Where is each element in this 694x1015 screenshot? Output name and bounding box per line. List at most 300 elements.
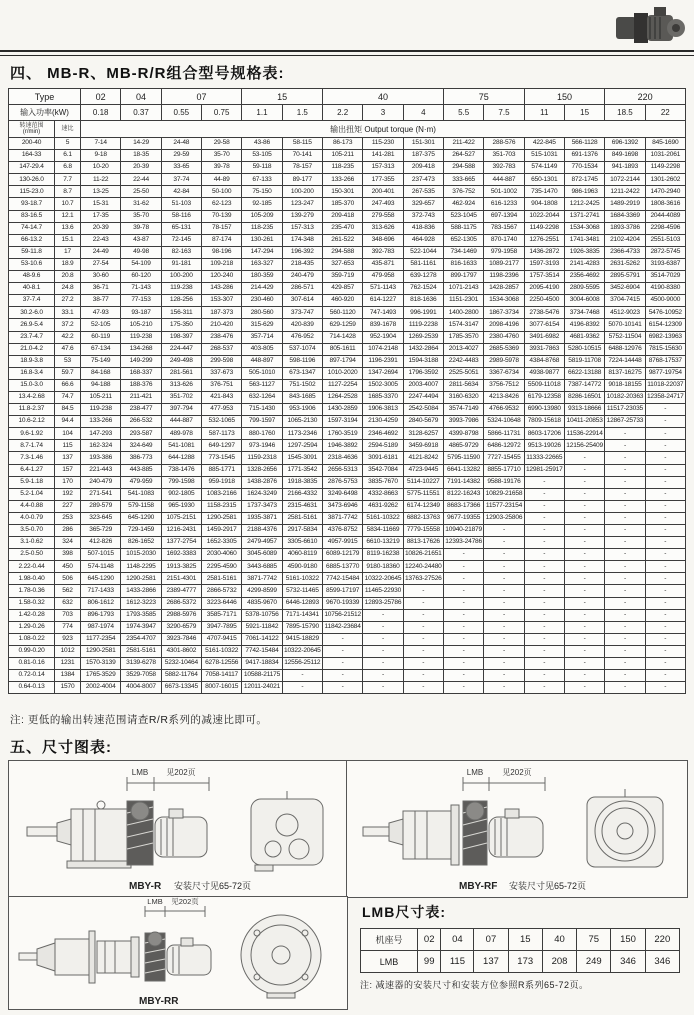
torque-cell: 6179-12358 — [524, 391, 564, 403]
spec-row — [9, 597, 686, 609]
torque-cell: 3923-7846 — [161, 633, 201, 645]
ratio-cell: 33.1 — [55, 307, 81, 319]
type-group-cell: 75 — [443, 89, 524, 105]
spec-row — [9, 440, 686, 452]
torque-cell: - — [564, 561, 604, 573]
torque-cell: 130-261 — [242, 234, 282, 246]
diagram-caption-text: 安装尺寸见65-72页 — [509, 881, 587, 891]
torque-cell: 357-714 — [242, 331, 282, 343]
torque-cell: 9-18 — [81, 150, 121, 162]
torque-cell: 773-1545 — [202, 452, 242, 464]
power-value-cell: 0.18 — [81, 105, 121, 121]
torque-cell: 118-235 — [322, 162, 362, 174]
spec-row — [9, 464, 686, 476]
torque-cell: 7061-14122 — [242, 633, 282, 645]
torque-cell: 1177-2354 — [81, 633, 121, 645]
torque-cell: 200-401 — [363, 186, 403, 198]
torque-cell: 105-209 — [242, 210, 282, 222]
lmb-size-cell: 150 — [611, 929, 645, 951]
torque-cell: 150-301 — [322, 186, 362, 198]
torque-cell: 3871-7742 — [322, 512, 362, 524]
torque-cell: 30-60 — [81, 271, 121, 283]
power-value-cell: 0.55 — [161, 105, 201, 121]
torque-cell: - — [443, 585, 483, 597]
torque-cell: 1328-2656 — [242, 464, 282, 476]
torque-cell: - — [484, 682, 524, 694]
torque-cell: 264-527 — [443, 150, 483, 162]
torque-cell: - — [524, 585, 564, 597]
ratio-cell: 398 — [55, 549, 81, 561]
torque-cell: 4332-8663 — [363, 488, 403, 500]
torque-cell: 1159-2318 — [242, 452, 282, 464]
torque-cell: 574-1148 — [81, 561, 121, 573]
torque-cell: 238-477 — [121, 404, 161, 416]
torque-cell: 973-1946 — [242, 440, 282, 452]
torque-cell: 839-1678 — [363, 319, 403, 331]
type-group-cell: 02 — [81, 89, 121, 105]
torque-cell: 12981-25917 — [524, 464, 564, 476]
torque-cell: 198-397 — [161, 331, 201, 343]
speed-cell: 83-16.5 — [9, 210, 55, 222]
torque-cell: 87-174 — [202, 234, 242, 246]
power-value-cell: 0.37 — [121, 105, 161, 121]
torque-cell: 3871-7742 — [242, 573, 282, 585]
power-label-cell: 输入功率(kW) — [9, 105, 81, 121]
lmb-header-row — [361, 929, 680, 951]
spec-row — [9, 416, 686, 428]
torque-cell: 444-887 — [484, 174, 524, 186]
lmb-value-cell: 346 — [645, 951, 679, 973]
torque-cell: 224-447 — [161, 343, 201, 355]
speed-cell: 115-23.0 — [9, 186, 55, 198]
torque-cell: 237-473 — [403, 174, 443, 186]
ratio-cell: 42.2 — [55, 331, 81, 343]
torque-cell: 460-920 — [322, 295, 362, 307]
torque-cell: 444-887 — [161, 416, 201, 428]
torque-cell: 1502-3005 — [363, 379, 403, 391]
torque-cell: 3091-6181 — [363, 452, 403, 464]
torque-cell: 1083-2166 — [202, 488, 242, 500]
dim-lmb-label: LMB — [147, 897, 163, 906]
torque-cell: - — [363, 645, 403, 657]
torque-cell: 696-1392 — [605, 138, 645, 150]
ratio-cell: 703 — [55, 609, 81, 621]
ratio-cell: 450 — [55, 561, 81, 573]
torque-cell: 5752-11504 — [605, 331, 645, 343]
spec-row — [9, 283, 686, 295]
torque-cell: 143-286 — [202, 283, 242, 295]
torque-cell: 1031-2061 — [645, 150, 685, 162]
torque-cell: 42-84 — [161, 186, 201, 198]
torque-cell: 715-1430 — [242, 404, 282, 416]
torque-cell: 187-373 — [202, 307, 242, 319]
torque-cell: 1935-3871 — [242, 512, 282, 524]
torque-cell: - — [645, 525, 685, 537]
torque-cell: 4590-9180 — [282, 561, 322, 573]
torque-cell: 714-1428 — [322, 331, 362, 343]
speed-cell: 6.4-1.27 — [9, 464, 55, 476]
spec-row — [9, 391, 686, 403]
lmb-frame-label: 机座号 — [361, 929, 418, 951]
torque-cell: 209-418 — [403, 162, 443, 174]
speed-cell: 59-11.8 — [9, 246, 55, 258]
torque-cell: - — [524, 512, 564, 524]
torque-cell: 279-558 — [363, 210, 403, 222]
torque-cell: 4500-9000 — [645, 295, 685, 307]
torque-cell: 4399-8798 — [443, 428, 483, 440]
torque-cell: 12240-24480 — [403, 561, 443, 573]
torque-cell: 421-843 — [202, 391, 242, 403]
ratio-cell: 7.7 — [55, 174, 81, 186]
torque-cell: 214-429 — [242, 283, 282, 295]
torque-cell: 3947-7895 — [202, 621, 242, 633]
torque-cell: 180-359 — [242, 271, 282, 283]
torque-cell: 2298-4596 — [645, 222, 685, 234]
torque-cell: 1793-3585 — [121, 609, 161, 621]
torque-cell: 6990-13980 — [524, 404, 564, 416]
torque-cell: 9677-19355 — [443, 512, 483, 524]
torque-cell: - — [645, 609, 685, 621]
torque-cell: - — [564, 645, 604, 657]
lmb-note: 注: 减速器的安装尺寸和安装方位参照R系列65-72页。 — [360, 980, 589, 990]
torque-cell: 3160-6320 — [443, 391, 483, 403]
torque-cell: 115-230 — [363, 138, 403, 150]
torque-cell: 965-1930 — [161, 500, 201, 512]
torque-cell: - — [645, 645, 685, 657]
torque-cell: 3139-6278 — [121, 658, 161, 670]
torque-cell: 6446-12893 — [282, 597, 322, 609]
torque-cell: 307-614 — [282, 295, 322, 307]
torque-cell: 959-1918 — [202, 476, 242, 488]
torque-cell: - — [564, 452, 604, 464]
torque-cell: 2840-5679 — [403, 416, 443, 428]
torque-cell: 7742-15484 — [322, 573, 362, 585]
power-value-cell: 1.5 — [282, 105, 322, 121]
torque-cell: 11577-23154 — [484, 500, 524, 512]
speed-cell: 3.1-0.62 — [9, 537, 55, 549]
ratio-cell: 324 — [55, 537, 81, 549]
torque-cell: 691-1376 — [564, 150, 604, 162]
torque-cell: 7171-14341 — [282, 609, 322, 621]
torque-cell: 100-200 — [161, 271, 201, 283]
torque-cell: 986-1963 — [564, 186, 604, 198]
torque-cell: 174-348 — [282, 234, 322, 246]
torque-cell: 12893-25786 — [363, 597, 403, 609]
torque-cell: 3704-7415 — [605, 295, 645, 307]
torque-cell: 8599-17197 — [322, 585, 362, 597]
torque-cell: 6982-13963 — [645, 331, 685, 343]
speed-cell: 0.81-0.16 — [9, 658, 55, 670]
torque-cell: 60-120 — [121, 271, 161, 283]
ratio-cell: 12.1 — [55, 210, 81, 222]
torque-cell: - — [605, 585, 645, 597]
torque-cell: 5378-10756 — [242, 609, 282, 621]
torque-cell: 2380-4760 — [484, 331, 524, 343]
torque-cell: - — [564, 658, 604, 670]
torque-cell: 22-44 — [121, 174, 161, 186]
torque-cell: 751-1502 — [282, 379, 322, 391]
torque-cell: 8007-16015 — [202, 682, 242, 694]
torque-cell: 3585-7171 — [202, 609, 242, 621]
speed-cell: 5.2-1.04 — [9, 488, 55, 500]
torque-cell: 897-1794 — [322, 355, 362, 367]
diagram-caption-text: 安装尺寸见65-72页 — [174, 881, 252, 891]
spec-row — [9, 319, 686, 331]
section5-title: 五、尺寸图表: — [10, 739, 112, 756]
torque-cell: 1127-2254 — [322, 379, 362, 391]
torque-cell: - — [605, 428, 645, 440]
torque-cell: 351-702 — [161, 391, 201, 403]
torque-cell: - — [645, 476, 685, 488]
torque-cell: 899-1797 — [443, 271, 483, 283]
torque-cell: 210-420 — [202, 319, 242, 331]
torque-cell: 2479-4957 — [242, 537, 282, 549]
torque-cell: - — [645, 404, 685, 416]
power-value-cell: 5.5 — [443, 105, 483, 121]
ratio-cell: 84.5 — [55, 404, 81, 416]
torque-cell: 281-561 — [161, 367, 201, 379]
ratio-cell: 774 — [55, 621, 81, 633]
torque-cell: 351-703 — [484, 150, 524, 162]
torque-cell: 105-210 — [121, 319, 161, 331]
torque-cell: 3249-6498 — [322, 488, 362, 500]
spec-row — [9, 271, 686, 283]
torque-cell: 1757-3514 — [524, 271, 564, 283]
torque-cell: 1301-2602 — [645, 174, 685, 186]
torque-cell: 1196-2391 — [363, 355, 403, 367]
ratio-cell: 10.7 — [55, 198, 81, 210]
torque-header-row — [9, 121, 686, 138]
torque-cell: 8603-17206 — [524, 428, 564, 440]
torque-cell: 639-1278 — [403, 271, 443, 283]
torque-cell: 4631-9262 — [363, 500, 403, 512]
torque-cell: 4301-8602 — [161, 645, 201, 657]
torque-cell: - — [645, 416, 685, 428]
torque-cell: 5232-10464 — [161, 658, 201, 670]
torque-cell: - — [524, 609, 564, 621]
torque-cell: 560-1120 — [322, 307, 362, 319]
lmb-size-cell: 15 — [508, 929, 542, 951]
torque-cell: 9877-19754 — [645, 367, 685, 379]
ratio-cell: 192 — [55, 488, 81, 500]
spec-row — [9, 682, 686, 694]
spec-row — [9, 307, 686, 319]
spec-row — [9, 404, 686, 416]
torque-cell: - — [645, 670, 685, 682]
torque-cell: 532-1065 — [202, 416, 242, 428]
torque-cell: - — [484, 573, 524, 585]
torque-cell: 221-443 — [81, 464, 121, 476]
torque-cell: 4681-9362 — [564, 331, 604, 343]
torque-cell: 1347-2694 — [363, 367, 403, 379]
torque-cell: - — [484, 561, 524, 573]
type-group-cell: 220 — [605, 89, 686, 105]
torque-cell: 139-279 — [282, 210, 322, 222]
torque-cell: 644-1288 — [161, 452, 201, 464]
torque-cell: 7191-14382 — [443, 476, 483, 488]
speed-cell: 0.72-0.14 — [9, 670, 55, 682]
torque-cell: 816-1633 — [443, 258, 483, 270]
torque-cell: - — [605, 633, 645, 645]
torque-cell: 7224-14448 — [605, 355, 645, 367]
torque-cell: 1918-3835 — [282, 476, 322, 488]
torque-cell: 826-1652 — [121, 537, 161, 549]
torque-cell: - — [605, 476, 645, 488]
torque-cell: 294-588 — [322, 246, 362, 258]
torque-cell: 1974-3947 — [121, 621, 161, 633]
torque-cell: 78-157 — [202, 222, 242, 234]
type-group-cell: 04 — [121, 89, 161, 105]
speed-cell: 1.78-0.36 — [9, 585, 55, 597]
torque-cell: 70-141 — [282, 150, 322, 162]
torque-cell: 729-1459 — [121, 525, 161, 537]
ratio-cell: 115 — [55, 440, 81, 452]
torque-cell: 5476-10952 — [645, 307, 685, 319]
torque-cell: 3443-6885 — [242, 561, 282, 573]
torque-cell: 153-307 — [202, 295, 242, 307]
torque-cell: - — [484, 525, 524, 537]
torque-cell: 134-268 — [121, 343, 161, 355]
torque-cell: 147-293 — [81, 428, 121, 440]
spec-row — [9, 343, 686, 355]
dim-page-label: 见202页 — [502, 768, 532, 777]
torque-cell: 1290-2581 — [202, 512, 242, 524]
speed-cell: 93-18.7 — [9, 198, 55, 210]
torque-cell: 2002-4004 — [81, 682, 121, 694]
ratio-cell: 104 — [55, 428, 81, 440]
torque-cell: - — [322, 658, 362, 670]
torque-cell: 337-673 — [202, 367, 242, 379]
diagram-caption-model: MBY-R — [129, 881, 162, 892]
torque-cell: 27-54 — [81, 258, 121, 270]
torque-cell: 435-871 — [363, 258, 403, 270]
torque-cell: 119-238 — [81, 404, 121, 416]
torque-cell: 522-1044 — [403, 246, 443, 258]
torque-cell: - — [645, 573, 685, 585]
torque-cell: 6154-12309 — [645, 319, 685, 331]
torque-cell: 119-238 — [121, 331, 161, 343]
torque-cell: - — [524, 658, 564, 670]
torque-cell: 5921-11842 — [242, 621, 282, 633]
torque-cell: 22-43 — [81, 234, 121, 246]
speed-cell: 0.64-0.13 — [9, 682, 55, 694]
torque-cell: 571-1143 — [363, 283, 403, 295]
torque-cell: 11333-22665 — [524, 452, 564, 464]
speed-cell: 8.7-1.74 — [9, 440, 55, 452]
torque-cell: - — [403, 633, 443, 645]
torque-cell: - — [605, 512, 645, 524]
torque-cell: - — [403, 609, 443, 621]
torque-cell: 31-62 — [121, 198, 161, 210]
torque-cell: 799-1598 — [161, 476, 201, 488]
torque-cell: 324-649 — [121, 440, 161, 452]
dimension-diagrams — [8, 760, 686, 1008]
torque-cell: - — [645, 549, 685, 561]
torque-cell: - — [484, 621, 524, 633]
ratio-cell: 227 — [55, 500, 81, 512]
torque-cell: 2917-5834 — [282, 525, 322, 537]
torque-cell: - — [564, 464, 604, 476]
torque-cell: 10322-20645 — [282, 645, 322, 657]
ratio-cell: 1012 — [55, 645, 81, 657]
torque-cell: - — [645, 561, 685, 573]
ratio-cell: 137 — [55, 452, 81, 464]
torque-cell: 2151-4301 — [161, 573, 201, 585]
torque-cell: 7058-14117 — [202, 670, 242, 682]
torque-cell: - — [564, 476, 604, 488]
torque-cell: 987-1974 — [81, 621, 121, 633]
torque-cell: 14-29 — [121, 138, 161, 150]
torque-cell: 12358-24717 — [645, 391, 685, 403]
speed-cell: 1.29-0.26 — [9, 621, 55, 633]
speed-cell: 66-13.2 — [9, 234, 55, 246]
torque-cell: 1545-3091 — [282, 452, 322, 464]
speed-cell: 26.9-5.4 — [9, 319, 55, 331]
torque-cell: 598-1196 — [282, 355, 322, 367]
torque-cell: 1534-3068 — [484, 295, 524, 307]
torque-cell: 1438-2876 — [242, 476, 282, 488]
torque-cell: - — [443, 597, 483, 609]
torque-cell: 4213-8426 — [484, 391, 524, 403]
torque-cell: 8286-16501 — [564, 391, 604, 403]
torque-cell: 1371-2741 — [564, 210, 604, 222]
torque-cell: 2876-5753 — [322, 476, 362, 488]
torque-cell: 211-421 — [121, 391, 161, 403]
torque-cell: 843-1685 — [282, 391, 322, 403]
torque-cell: 333-665 — [443, 174, 483, 186]
torque-cell: 39-78 — [202, 162, 242, 174]
speed-cell: 40-8.1 — [9, 283, 55, 295]
torque-cell: 4766-9532 — [484, 404, 524, 416]
torque-cell: 505-1010 — [242, 367, 282, 379]
torque-cell: 1893-3786 — [605, 222, 645, 234]
spec-row — [9, 222, 686, 234]
torque-cell: 75-150 — [242, 186, 282, 198]
torque-cell: 267-535 — [403, 186, 443, 198]
diagram-mby-r — [8, 760, 348, 898]
spec-table-note: 注: 更低的输出转速范围请查R/R系列的减速比即可。 — [10, 714, 268, 726]
torque-cell: 422-845 — [524, 138, 564, 150]
torque-cell: 770-1534 — [564, 162, 604, 174]
spec-row — [9, 670, 686, 682]
type-label-cell: Type — [9, 89, 81, 105]
torque-cell: 11-22 — [81, 174, 121, 186]
torque-cell: 299-598 — [202, 355, 242, 367]
ratio-cell: 13.6 — [55, 222, 81, 234]
torque-cell: 4723-9445 — [403, 464, 443, 476]
torque-cell: 3459-6918 — [403, 440, 443, 452]
torque-cell: 537-1074 — [282, 343, 322, 355]
torque-cell: 2551-5103 — [645, 234, 685, 246]
torque-cell: 25-50 — [121, 186, 161, 198]
torque-cell: - — [403, 645, 443, 657]
torque-cell: 9415-18829 — [282, 633, 322, 645]
type-group-cell: 150 — [524, 89, 605, 105]
torque-cell: 94-188 — [81, 379, 121, 391]
torque-cell: 58-115 — [282, 138, 322, 150]
spec-row — [9, 379, 686, 391]
torque-cell: 230-460 — [242, 295, 282, 307]
lmb-size-cell: 04 — [441, 929, 474, 951]
torque-cell: 1574-3147 — [443, 319, 483, 331]
torque-cell: 587-1173 — [202, 428, 242, 440]
power-value-cell: 4 — [403, 105, 443, 121]
torque-cell: 645-1290 — [121, 512, 161, 524]
torque-cell: 193-386 — [81, 452, 121, 464]
torque-cell: 238-476 — [202, 331, 242, 343]
torque-cell: - — [605, 609, 645, 621]
lmb-value-cell: 346 — [611, 951, 645, 973]
